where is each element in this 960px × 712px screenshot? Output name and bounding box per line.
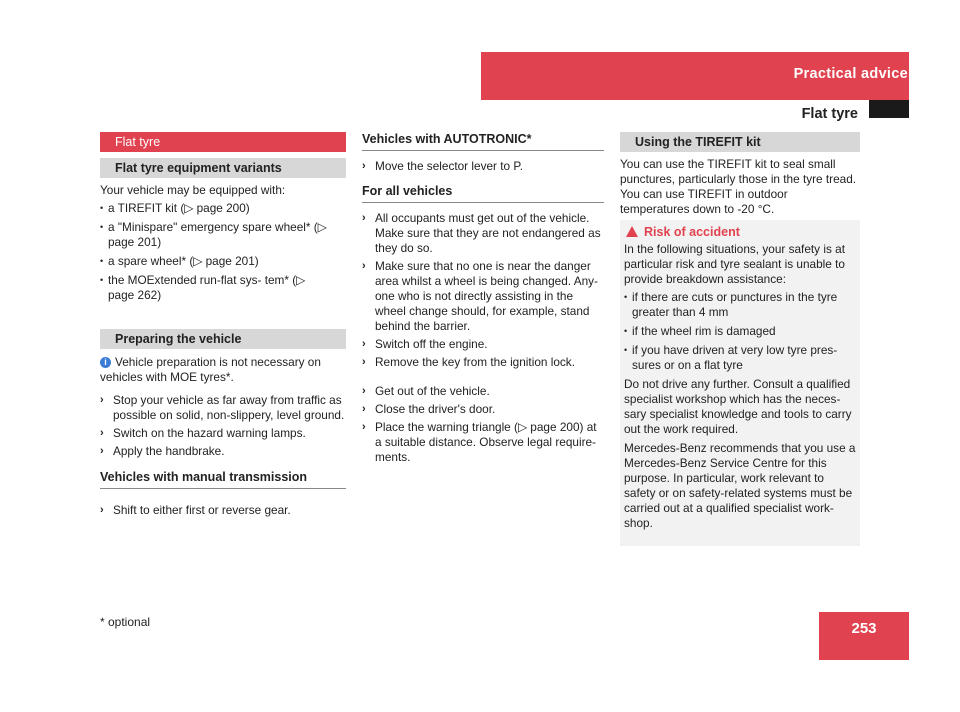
step-arrow-icon: ›: [362, 160, 366, 172]
info-icon: i: [100, 357, 111, 368]
list-item: • a "Minispare" emergency spare wheel* (▷ page 201): [100, 220, 346, 250]
heading-equipment-variants: Flat tyre equipment variants: [100, 158, 346, 178]
warning-paragraph: Mercedes-Benz recommends that you use a Mercedes-Benz Service Centre for this purpose. In particular, work relevant to safety or on safety-related systems must be carried out at a qualified specialist work- shop.: [624, 441, 856, 530]
heading-using-tirefit: Using the TIREFIT kit: [620, 132, 860, 152]
page-number: 253: [851, 620, 877, 637]
step-arrow-icon: ›: [362, 356, 366, 368]
step-arrow-icon: ›: [100, 504, 104, 516]
step-arrow-icon: ›: [100, 427, 104, 439]
column-3: [620, 132, 860, 217]
step-arrow-icon: ›: [362, 421, 366, 433]
warning-triangle-icon: [626, 226, 638, 237]
list-item: • the MOExtended run-flat sys- tem* (▷ page 262): [100, 273, 308, 303]
heading-manual-transmission: Vehicles with manual transmission: [100, 470, 346, 489]
step-item: › Shift to either first or reverse gear.: [100, 503, 291, 517]
heading-all-vehicles: For all vehicles: [362, 184, 604, 203]
step-arrow-icon: ›: [100, 445, 104, 457]
list-item: • if the wheel rim is damaged: [624, 324, 858, 339]
column-2: [362, 132, 604, 465]
warning-intro: In the following situations, your safety is at particular risk and tyre sealant is unable to provide breakdown assistance:: [624, 242, 845, 286]
section-title: Flat tyre: [801, 106, 858, 122]
equipment-intro: Your vehicle may be equipped with:: [100, 183, 286, 197]
step-item: › Place the warning triangle (▷ page 200) at a suitable distance. Observe legal require- ments.: [362, 420, 597, 464]
list-item: • a spare wheel* (▷ page 201): [100, 254, 346, 269]
step-item: › Get out of the vehicle.: [362, 384, 490, 398]
step-item: › Switch off the engine.: [362, 337, 488, 351]
list-item: • if there are cuts or punctures in the tyre greater than 4 mm: [624, 290, 858, 320]
step-item: › Close the driver's door.: [362, 402, 496, 416]
chapter-title: Practical advice: [793, 66, 908, 82]
step-item: › Apply the handbrake.: [100, 444, 225, 458]
step-arrow-icon: ›: [362, 403, 366, 415]
warning-title: Risk of accident: [624, 225, 858, 240]
heading-preparing-vehicle: Preparing the vehicle: [100, 329, 346, 349]
step-arrow-icon: ›: [362, 260, 366, 272]
heading-autotronic: Vehicles with AUTOTRONIC*: [362, 132, 604, 151]
step-item: › All occupants must get out of the vehicle. Make sure that they are not endangered as they do so.: [362, 211, 601, 255]
step-arrow-icon: ›: [362, 212, 366, 224]
step-arrow-icon: ›: [362, 338, 366, 350]
info-note: i Vehicle preparation is not necessary on vehicles with MOE tyres*.: [100, 355, 321, 384]
list-item: • if you have driven at very low tyre pres- sures or on a flat tyre: [624, 343, 858, 373]
tirefit-intro: You can use the TIREFIT kit to seal small punctures, particularly those in the tyre tread. You can use TIREFIT in outdoor temperatures down to -20 °C.: [620, 157, 857, 216]
step-arrow-icon: ›: [362, 385, 366, 397]
step-item: › Switch on the hazard warning lamps.: [100, 426, 306, 440]
list-item: • a TIREFIT kit (▷ page 200): [100, 201, 346, 216]
header-tab-marker: [869, 100, 909, 118]
step-item: › Move the selector lever to P.: [362, 159, 523, 173]
step-item: › Stop your vehicle as far away from traffic as possible on solid, non-slippery, level ground.: [100, 393, 345, 422]
warning-box: [620, 220, 860, 546]
footnote: * optional: [100, 615, 151, 629]
step-item: › Remove the key from the ignition lock.: [362, 355, 575, 369]
step-arrow-icon: ›: [100, 394, 104, 406]
step-item: › Make sure that no one is near the danger area whilst a wheel is being changed. Any- one who is not directly assisting in the wheel change should, for example, stand behind the barrier.: [362, 259, 598, 333]
section-bar-flat-tyre: Flat tyre: [100, 132, 346, 152]
warning-paragraph: Do not drive any further. Consult a qualified specialist workshop which has the neces- sary specialist knowledge and tools to carry out the work required.: [624, 377, 852, 436]
column-1: [100, 132, 346, 518]
